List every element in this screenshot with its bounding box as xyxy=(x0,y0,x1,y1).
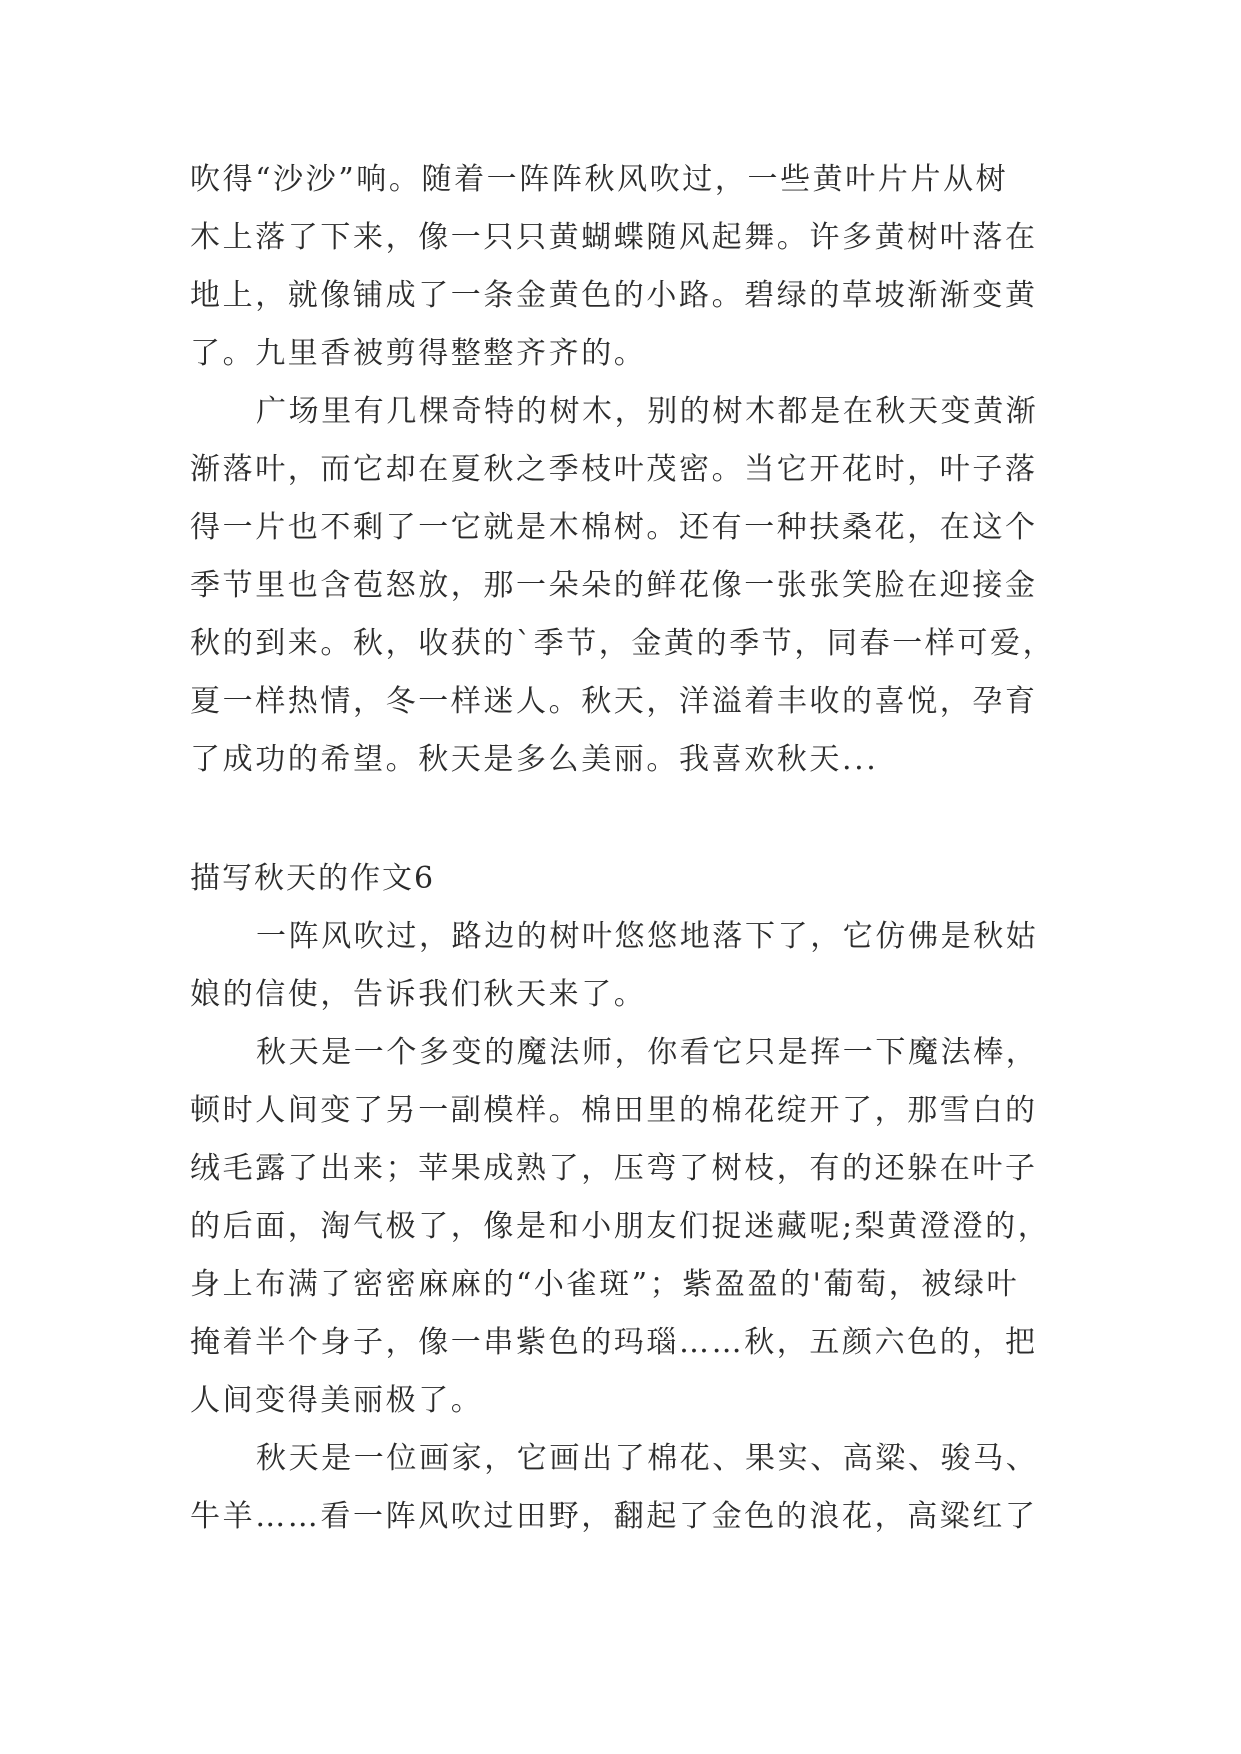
text-block-top xyxy=(190,151,1070,789)
text-line: 掩着半个身子，像一串紫色的玛瑙……秋，五颜六色的，把 xyxy=(190,1325,1038,1360)
paragraph xyxy=(190,908,1070,1024)
paragraph xyxy=(190,383,1070,789)
text-line: 季节里也含苞怒放，那一朵朵的鲜花像一张张笑脸在迎接金 xyxy=(190,568,1038,603)
text-line: 的后面，淘气极了，像是和小朋友们捉迷藏呢;梨黄澄澄的， xyxy=(190,1209,1051,1244)
text-line: 娘的信使，告诉我们秋天来了。 xyxy=(190,977,647,1012)
paragraph xyxy=(190,1024,1070,1430)
paragraph xyxy=(190,1430,1070,1546)
text-line: 吹得“沙沙”响。随着一阵阵秋风吹过，一些黄叶片片从树 xyxy=(190,162,1009,197)
text-line: 一阵风吹过，路边的树叶悠悠地落下了，它仿佛是秋姑 xyxy=(256,919,1039,954)
text-line: 木上落了下来，像一只只黄蝴蝶随风起舞。许多黄树叶落在 xyxy=(190,220,1038,255)
text-line: 了成功的希望。秋天是多么美丽。我喜欢秋天... xyxy=(190,742,879,777)
text-line: 得一片也不剩了一它就是木棉树。还有一种扶桑花，在这个 xyxy=(190,510,1038,545)
text-line: 绒毛露了出来；苹果成熟了，压弯了树枝，有的还躲在叶子 xyxy=(190,1151,1038,1186)
text-line: 渐落叶，而它却在夏秋之季枝叶茂密。当它开花时，叶子落 xyxy=(190,452,1038,487)
text-block-bottom xyxy=(190,908,1070,1546)
text-line: 人间变得美丽极了。 xyxy=(190,1383,484,1418)
text-line: 夏一样热情，冬一样迷人。秋天，洋溢着丰收的喜悦，孕育 xyxy=(190,684,1038,719)
text-line: 牛羊……看一阵风吹过田野，翻起了金色的浪花，高粱红了 xyxy=(190,1499,1038,1534)
text-line: 秋天是一位画家，它画出了棉花、果实、高粱、骏马、 xyxy=(256,1441,1039,1476)
text-line: 了。九里香被剪得整整齐齐的。 xyxy=(190,336,647,371)
text-line: 顿时人间变了另一副模样。棉田里的棉花绽开了，那雪白的 xyxy=(190,1093,1038,1128)
text-line: 秋天是一个多变的魔法师，你看它只是挥一下魔法棒， xyxy=(256,1035,1039,1070)
text-line: 地上，就像铺成了一条金黄色的小路。碧绿的草坡渐渐变黄 xyxy=(190,278,1038,313)
section-title: 描写秋天的作文6 xyxy=(190,861,436,896)
text-line: 广场里有几棵奇特的树木，别的树木都是在秋天变黄渐 xyxy=(256,394,1039,429)
section-heading-block xyxy=(190,850,1070,908)
text-line: 秋的到来。秋，收获的`季节，金黄的季节，同春一样可爱， xyxy=(190,626,1056,661)
text-line: 身上布满了密密麻麻的“小雀斑”；紫盈盈的'葡萄，被绿叶 xyxy=(190,1267,1020,1302)
paragraph-continued xyxy=(190,151,1070,383)
